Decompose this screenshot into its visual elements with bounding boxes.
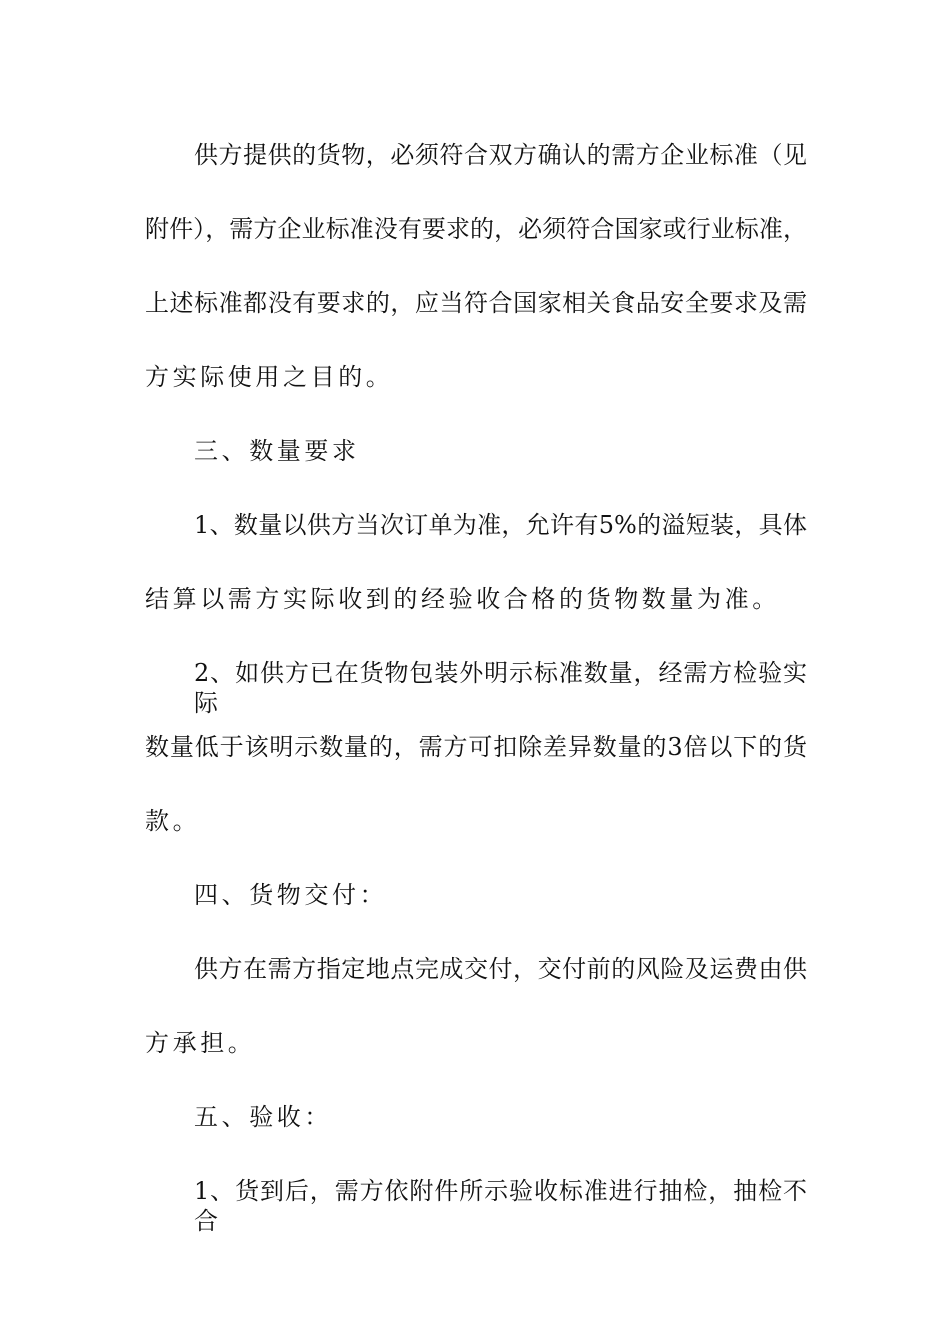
text-line: 附件），需方企业标准没有要求的，必须符合国家或行业标准， bbox=[145, 215, 807, 243]
text-line: 数量低于该明示数量的，需方可扣除差异数量的3倍以下的货 bbox=[145, 733, 807, 761]
text-line: 2、如供方已在货物包装外明示标准数量，经需方检验实际 bbox=[194, 659, 807, 717]
text-line: 款。 bbox=[145, 807, 201, 835]
text-line: 方实际使用之目的。 bbox=[145, 363, 394, 391]
text-line: 方承担。 bbox=[145, 1029, 256, 1057]
text-line: 1、数量以供方当次订单为准，允许有5%的溢短装，具体 bbox=[194, 511, 807, 539]
section-heading: 五、验收： bbox=[194, 1103, 332, 1131]
text-line: 结算以需方实际收到的经验收合格的货物数量为准。 bbox=[145, 585, 780, 613]
text-line: 上述标准都没有要求的，应当符合国家相关食品安全要求及需 bbox=[145, 289, 807, 317]
text-line: 1、货到后，需方依附件所示验收标准进行抽检，抽检不合 bbox=[194, 1177, 807, 1235]
section-heading: 三、数量要求 bbox=[194, 437, 360, 465]
text-line: 供方提供的货物，必须符合双方确认的需方企业标准（见 bbox=[194, 141, 807, 169]
text-line: 供方在需方指定地点完成交付，交付前的风险及运费由供 bbox=[194, 955, 807, 983]
section-heading: 四、货物交付： bbox=[194, 881, 388, 909]
